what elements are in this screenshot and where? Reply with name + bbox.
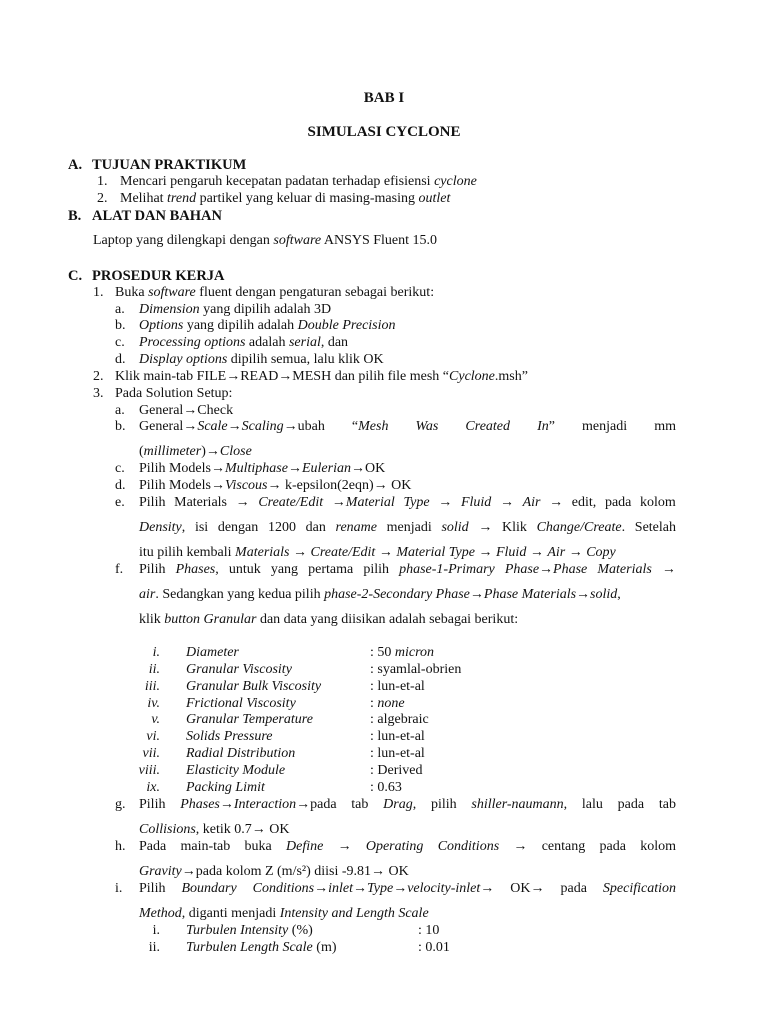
granular-row-name: Granular Temperature: [186, 712, 313, 727]
granular-row-number: iv.: [147, 696, 160, 711]
step-3b-text: General→Scale→Scaling→ubah “Mesh Was Created In” menjadi mm: [139, 419, 676, 434]
step-3-number: 3.: [93, 386, 104, 401]
granular-row-name: Solids Pressure: [186, 729, 273, 744]
granular-row-number: ii.: [148, 662, 160, 677]
granular-row-name: Granular Bulk Viscosity: [186, 679, 322, 694]
step-3c-number: c.: [115, 461, 125, 476]
step-3e-continued-2: itu pilih kembali Materials → Create/Edit → Material Type → Fluid → Air → Copy: [139, 545, 616, 560]
step-3d-text: Pilih Models→Viscous→ k-epsilon(2eqn)→ OK: [139, 478, 412, 493]
step-3a-text: General→Check: [139, 403, 234, 418]
step-3f-number: f.: [115, 562, 124, 577]
step-3b-number: b.: [115, 419, 126, 434]
alat-text: Laptop yang dilengkapi dengan software ANSYS Fluent 15.0: [93, 233, 438, 248]
granular-row-number: viii.: [138, 763, 160, 778]
granular-row-number: vi.: [146, 729, 160, 744]
step-1d-text: Display options dipilih semua, lalu klik OK: [139, 352, 384, 367]
granular-row-number: v.: [151, 712, 160, 727]
granular-row-number: iii.: [144, 679, 160, 694]
step-3h-text: Pada main-tab buka Define → Operating Conditions → centang pada kolom: [139, 839, 676, 854]
step-3c-text: Pilih Models→Multiphase→Eulerian→OK: [139, 461, 386, 476]
tujuan-1-text: Mencari pengaruh kecepatan padatan terhadap efisiensi cyclone: [120, 174, 477, 189]
granular-row-number: ix.: [146, 780, 160, 795]
turbulence-row-number: ii.: [148, 940, 160, 955]
step-3f-continued-2: klik button Granular dan data yang diisikan adalah sebagai berikut:: [139, 612, 519, 627]
step-3d-number: d.: [115, 478, 126, 493]
turbulence-row-name: Turbulen Length Scale (m): [186, 940, 337, 955]
granular-row-number: i.: [152, 645, 160, 660]
step-1d-number: d.: [115, 352, 126, 367]
granular-row-value: : 50 micron: [370, 645, 435, 660]
turbulence-row-value: : 0.01: [418, 940, 450, 955]
step-1c-number: c.: [115, 335, 125, 350]
turbulence-row-number: i.: [152, 923, 160, 938]
step-3h-continued: Gravity→pada kolom Z (m/s²) diisi -9.81→ OK: [139, 864, 409, 879]
turbulence-row-name: Turbulen Intensity (%): [186, 923, 313, 938]
section-c-title: PROSEDUR KERJA: [92, 268, 225, 284]
granular-row-number: vii.: [142, 746, 160, 761]
granular-row-value: : Derived: [370, 763, 423, 778]
granular-row-name: Elasticity Module: [186, 763, 286, 778]
granular-row-value: : lun-et-al: [370, 746, 425, 761]
step-3i-number: i.: [115, 881, 123, 896]
step-2-text: Klik main-tab FILE→READ→MESH dan pilih file mesh “Cyclone.msh”: [115, 369, 528, 384]
section-c-label: C.: [68, 268, 83, 284]
granular-row-name: Granular Viscosity: [186, 662, 292, 677]
step-3i-text: Pilih Boundary Conditions→inlet→Type→velocity-inlet→ OK→ pada Specification: [139, 881, 676, 896]
step-3g-continued: Collisions, ketik 0.7→ OK: [139, 822, 290, 837]
step-3a-number: a.: [115, 403, 125, 418]
step-3f-continued-1: air. Sedangkan yang kedua pilih phase-2-Secondary Phase→Phase Materials→solid,: [139, 587, 621, 602]
tujuan-2-number: 2.: [97, 191, 108, 206]
step-1-number: 1.: [93, 285, 104, 300]
step-3-text: Pada Solution Setup:: [115, 386, 233, 401]
granular-row-value: : 0.63: [370, 780, 402, 795]
turbulence-row-value: : 10: [418, 923, 440, 938]
step-1-text: Buka software fluent dengan pengaturan sebagai berikut:: [115, 285, 435, 300]
step-3e-continued-1: Density, isi dengan 1200 dan rename menjadi solid → Klik Change/Create. Setelah: [139, 520, 676, 535]
granular-row-value: : none: [370, 696, 405, 711]
section-b-title: ALAT DAN BAHAN: [92, 208, 222, 224]
granular-row-value: : syamlal-obrien: [370, 662, 462, 677]
section-b-label: B.: [68, 208, 82, 224]
tujuan-1-number: 1.: [97, 174, 108, 189]
step-3f-text: Pilih Phases, untuk yang pertama pilih phase-1-Primary Phase→Phase Materials →: [139, 562, 676, 577]
granular-row-value: : algebraic: [370, 712, 429, 727]
chapter-subtitle: SIMULASI CYCLONE: [307, 124, 461, 140]
step-2-number: 2.: [93, 369, 104, 384]
granular-row-name: Radial Distribution: [186, 746, 296, 761]
step-3i-continued: Method, diganti menjadi Intensity and Length Scale: [139, 906, 429, 921]
step-1b-text: Options yang dipilih adalah Double Precision: [139, 318, 396, 333]
step-1b-number: b.: [115, 318, 126, 333]
step-3b-continued: (millimeter)→Close: [139, 444, 252, 459]
tujuan-2-text: Melihat trend partikel yang keluar di masing-masing outlet: [120, 191, 451, 206]
granular-row-value: : lun-et-al: [370, 679, 425, 694]
granular-row-name: Diameter: [186, 645, 239, 660]
section-a-label: A.: [68, 157, 83, 173]
chapter-title: BAB I: [363, 90, 405, 106]
section-a-title: TUJUAN PRAKTIKUM: [92, 157, 247, 173]
step-3e-text: Pilih Materials → Create/Edit →Material Type → Fluid → Air → edit, pada kolom: [139, 495, 676, 510]
step-3g-text: Pilih Phases→Interaction→pada tab Drag, pilih shiller-naumann, lalu pada tab: [139, 797, 676, 812]
step-1c-text: Processing options adalah serial, dan: [139, 335, 349, 350]
step-1a-number: a.: [115, 302, 125, 317]
step-1a-text: Dimension yang dipilih adalah 3D: [139, 302, 332, 317]
step-3h-number: h.: [115, 839, 126, 854]
step-3g-number: g.: [115, 797, 126, 812]
granular-row-value: : lun-et-al: [370, 729, 425, 744]
granular-row-name: Packing Limit: [186, 780, 265, 795]
granular-row-name: Frictional Viscosity: [186, 696, 296, 711]
step-3e-number: e.: [115, 495, 125, 510]
